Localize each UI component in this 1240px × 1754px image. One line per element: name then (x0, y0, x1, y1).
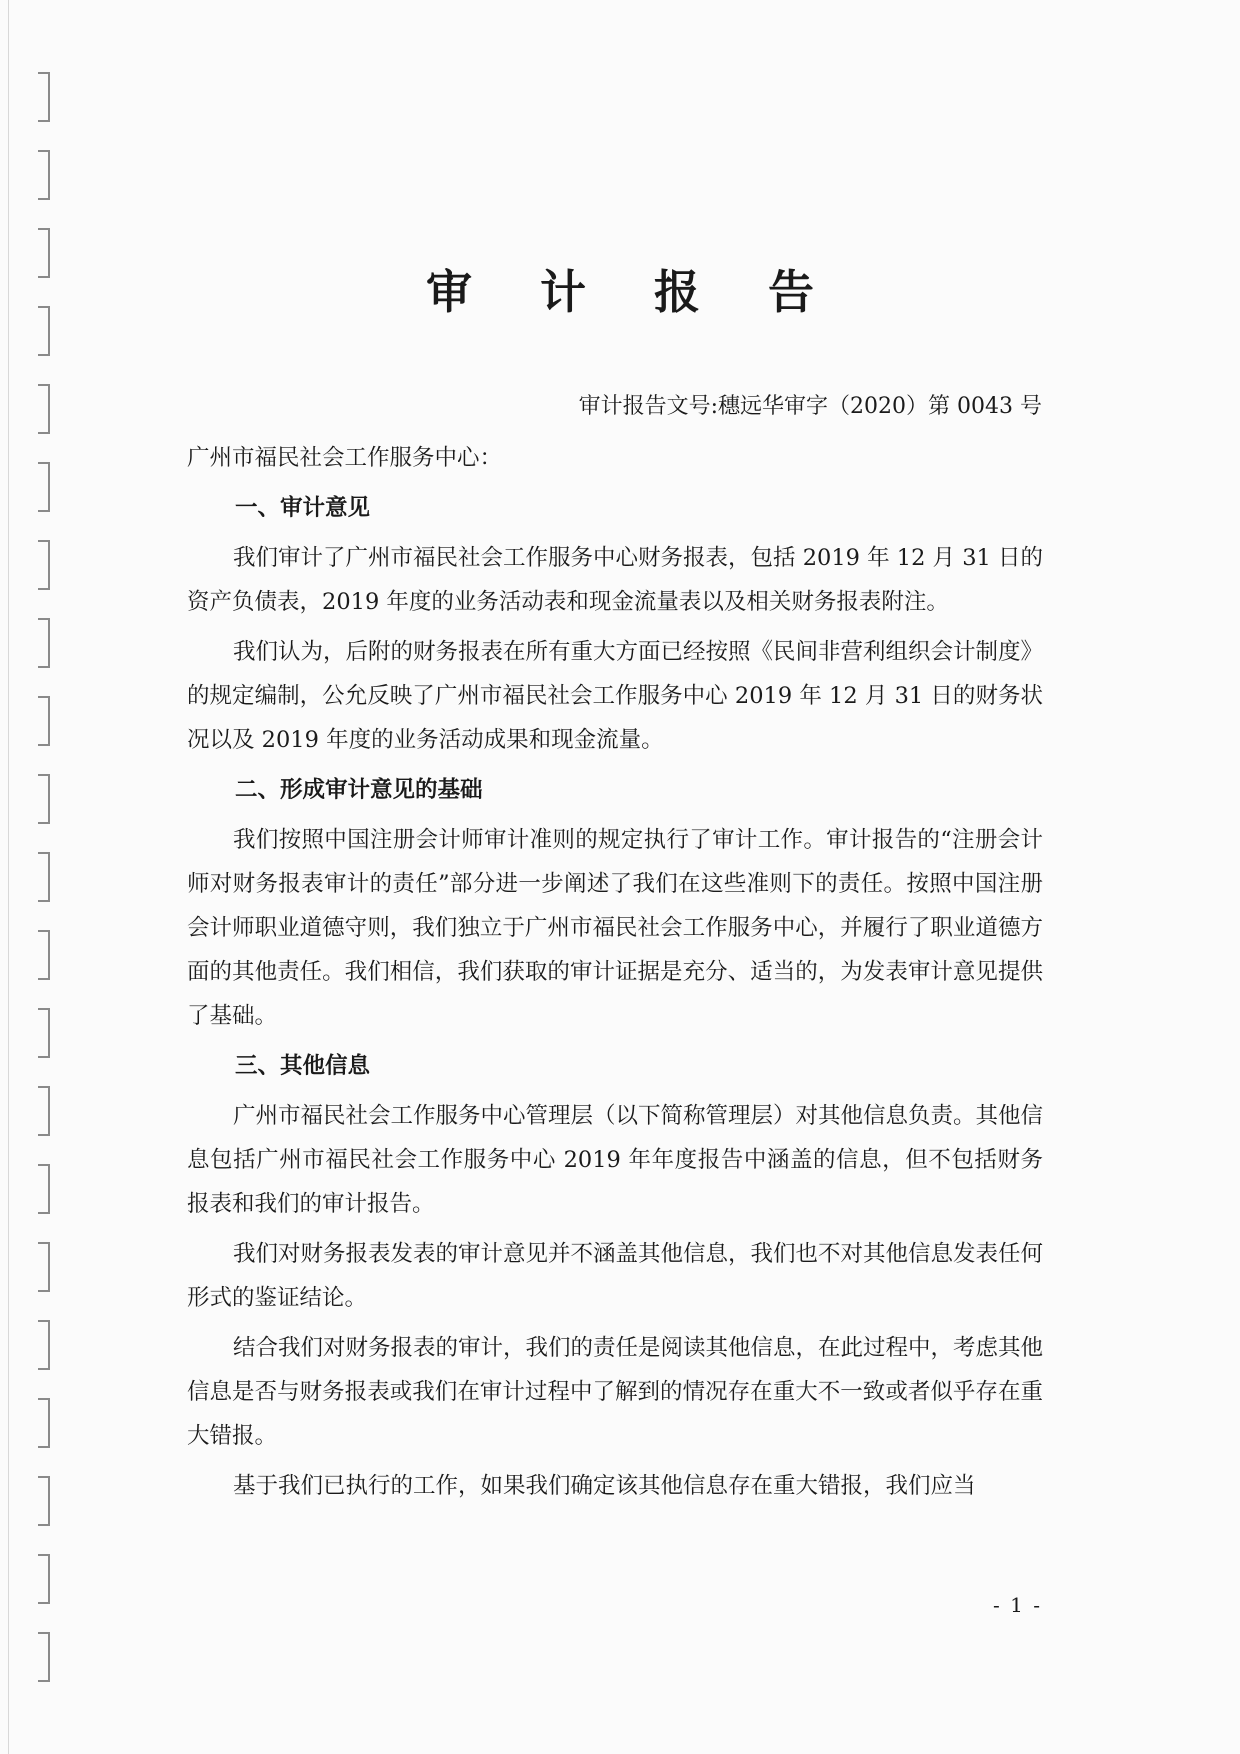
binding-hole-mark (38, 1554, 50, 1604)
paragraph: 广州市福民社会工作服务中心管理层（以下简称管理层）对其他信息负责。其他信息包括广州市福民社会工作服务中心 2019 年年度报告中涵盖的信息，但不包括财务报表和我们的审计报告。 (187, 1103, 1044, 1217)
binding-hole-mark (38, 696, 50, 746)
binding-hole-mark (38, 852, 50, 902)
paragraph: 基于我们已执行的工作，如果我们确定该其他信息存在重大错报，我们应当 (233, 1473, 976, 1499)
addressee: 广州市福民社会工作服务中心： (187, 445, 503, 471)
section-heading-audit-opinion: 一、审计意见 (235, 495, 371, 521)
binding-hole-mark (38, 384, 50, 434)
binding-hole-mark (38, 1164, 50, 1214)
paragraph: 我们对财务报表发表的审计意见并不涵盖其他信息，我们也不对其他信息发表任何形式的鉴证结论。 (187, 1241, 1044, 1311)
binding-hole-mark (38, 540, 50, 590)
paragraph: 我们审计了广州市福民社会工作服务中心财务报表，包括 2019 年 12 月 31 日的资产负债表，2019 年度的业务活动表和现金流量表以及相关财务报表附注。 (187, 545, 1043, 615)
document-body (187, 436, 1043, 1514)
binding-hole-mark (38, 462, 50, 512)
paragraph: 结合我们对财务报表的审计，我们的责任是阅读其他信息，在此过程中，考虑其他信息是否与财务报表或我们在审计过程中了解到的情况存在重大不一致或者似乎存在重大错报。 (187, 1335, 1044, 1449)
paragraph: 我们按照中国注册会计师审计准则的规定执行了审计工作。审计报告的“注册会计师对财务报表审计的责任”部分进一步阐述了我们在这些准则下的责任。按照中国注册会计师职业道德守则，我们独立于广州市福民社会工作服务中心，并履行了职业道德方面的其他责任。我们相信，我们获取的审计证据是充分、适当的，为发表审计意见提供了基础。 (187, 827, 1043, 1029)
binding-hole-mark (38, 72, 50, 122)
section-heading-opinion-basis: 二、形成审计意见的基础 (235, 777, 483, 803)
binding-hole-mark (38, 1086, 50, 1136)
binding-hole-mark (38, 150, 50, 200)
binding-hole-mark (38, 1476, 50, 1526)
page-number: - 1 - (993, 1593, 1042, 1617)
document-title: 审 计 报 告 (425, 265, 841, 319)
binding-hole-mark (38, 1320, 50, 1370)
section-heading-other-information: 三、其他信息 (235, 1053, 371, 1079)
binding-hole-mark (38, 1398, 50, 1448)
binding-hole-mark (38, 618, 50, 668)
report-number: 审计报告文号:穗远华审字（2020）第 0043 号 (578, 394, 1042, 419)
paragraph: 我们认为，后附的财务报表在所有重大方面已经按照《民间非营利组织会计制度》的规定编制，公允反映了广州市福民社会工作服务中心 2019 年 12 月 31 日的财务状况以及 2019 年度的业务活动成果和现金流量。 (187, 639, 1044, 753)
binding-hole-mark (38, 1242, 50, 1292)
binding-hole-mark (38, 774, 50, 824)
binding-hole-mark (38, 1008, 50, 1058)
binding-hole-mark (38, 1632, 50, 1682)
binding-hole-mark (38, 930, 50, 980)
